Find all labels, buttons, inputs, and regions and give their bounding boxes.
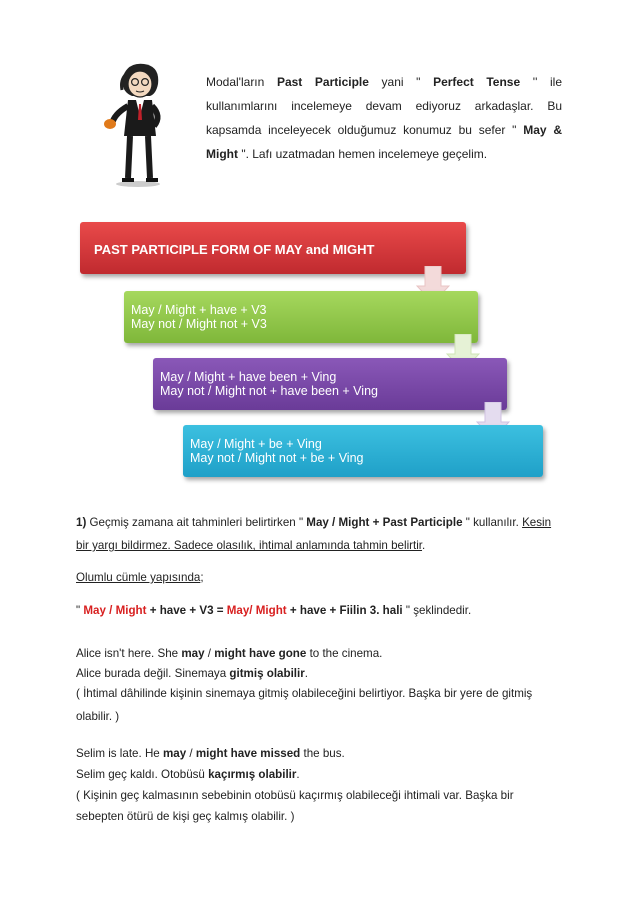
formula-slash: / [249, 604, 256, 617]
section1-text: Geçmiş zamana ait tahminleri belirtirken " [86, 516, 307, 529]
formula-bold: + have + Fiilin 3. hali [286, 604, 403, 617]
example2-turkish [76, 768, 300, 781]
section1-underlined: bir yargı bildirmez. Sadece olasılık, ihtimal anlamında tahmin belirtir [76, 539, 423, 552]
example1-english [76, 647, 382, 660]
example-note: ( İhtimal dâhilinde kişinin sinemaya gitmiş olabileceğini belirtiyor. Başka bir yere de gitmiş [76, 687, 533, 700]
example-text: . [296, 768, 300, 781]
section-number: 1) [76, 516, 87, 529]
intro-bold-may-might: May & Might [206, 123, 562, 161]
example1-note-line2 [76, 710, 119, 723]
example-bold: might have missed [195, 747, 301, 760]
formula-line [76, 604, 471, 617]
positive-label: Olumlu cümle yapısında [76, 571, 201, 584]
example2-english [76, 747, 345, 760]
diagram-box-line: May not / Might not + be + Ving [190, 451, 364, 465]
diagram-box-line: May not / Might not + have been + Ving [160, 384, 378, 398]
example-bold: might have gone [214, 647, 307, 660]
example-text: / [186, 747, 196, 760]
section1-text: . [422, 539, 426, 552]
diagram-box-line: May / Might + have been + Ving [160, 370, 337, 384]
formula-might: Might [255, 604, 287, 617]
diagram-box-be-ving [183, 425, 543, 477]
example-text: to the cinema. [306, 647, 383, 660]
formula-bold: + have + V3 = [146, 604, 227, 617]
example-text: . [304, 667, 308, 680]
teacher-clipart-icon [92, 60, 188, 188]
example-bold: kaçırmış olabilir [208, 768, 297, 781]
intro-text: Modal'ların [206, 75, 277, 89]
example-bold: gitmiş olabilir [229, 667, 305, 680]
diagram-box-have-v3 [124, 291, 478, 343]
diagram-title-box [80, 222, 466, 274]
diagram-box-line: May / Might + have + V3 [131, 303, 267, 317]
section1-line2 [76, 539, 425, 552]
example2-note-line1 [76, 789, 514, 802]
diagram-box-line: May / Might + be + Ving [190, 437, 322, 451]
formula-quote: " [76, 604, 84, 617]
intro-bold-perfect-tense: Perfect Tense [433, 75, 521, 89]
diagram-box-have-been-ving [153, 358, 507, 410]
intro-paragraph [206, 70, 562, 166]
section1-text: " kullanılır. [462, 516, 523, 529]
example1-turkish [76, 667, 308, 680]
intro-bold-past-participle: Past Participle [276, 75, 369, 89]
example-text: Selim geç kaldı. Otobüsü [76, 768, 209, 781]
formula-might: Might [115, 604, 147, 617]
section1-underlined: Kesin [522, 516, 552, 529]
example2-note-line2 [76, 810, 294, 823]
example-bold: may [181, 647, 205, 660]
diagram-box-line: May not / Might not + V3 [131, 317, 267, 331]
example-bold: may [162, 747, 187, 760]
intro-text: yani " [368, 75, 434, 89]
positive-label-line [76, 571, 204, 584]
example-text: / [204, 647, 215, 660]
section1-line1 [76, 516, 551, 529]
example-note: ( Kişinin geç kalmasının sebebinin otobüsü kaçırmış olabileceği ihtimali var. Başka bir [76, 789, 514, 802]
diagram-title: PAST PARTICIPLE FORM OF MAY and MIGHT [94, 242, 375, 257]
example-note: olabilir. ) [76, 710, 120, 723]
formula-end: " şeklindedir. [402, 604, 472, 617]
formula-may: May [83, 604, 106, 617]
formula-may: May [226, 604, 250, 617]
section1-bold: May / Might + Past Participle [306, 516, 463, 529]
intro-text: ". Lafı uzatmadan hemen incelemeye geçelim. [238, 147, 488, 161]
example-note: sebepten ötürü de kişi geç kalmış olabilir. ) [76, 810, 295, 823]
formula-slash: / [105, 604, 116, 617]
positive-colon: ; [200, 571, 204, 584]
example-text: Alice isn't here. She [76, 647, 182, 660]
example-text: Alice burada değil. Sinemaya [76, 667, 230, 680]
example1-note-line1 [76, 687, 532, 700]
example-text: Selim is late. He [76, 747, 163, 760]
intro-text: '' ile kullanımlarını incelemeye devam ediyoruz arkadaşlar. Bu kapsamda inceleyecek olduğumuz konumuz bu sefer " [206, 75, 562, 137]
example-text: the bus. [300, 747, 345, 760]
